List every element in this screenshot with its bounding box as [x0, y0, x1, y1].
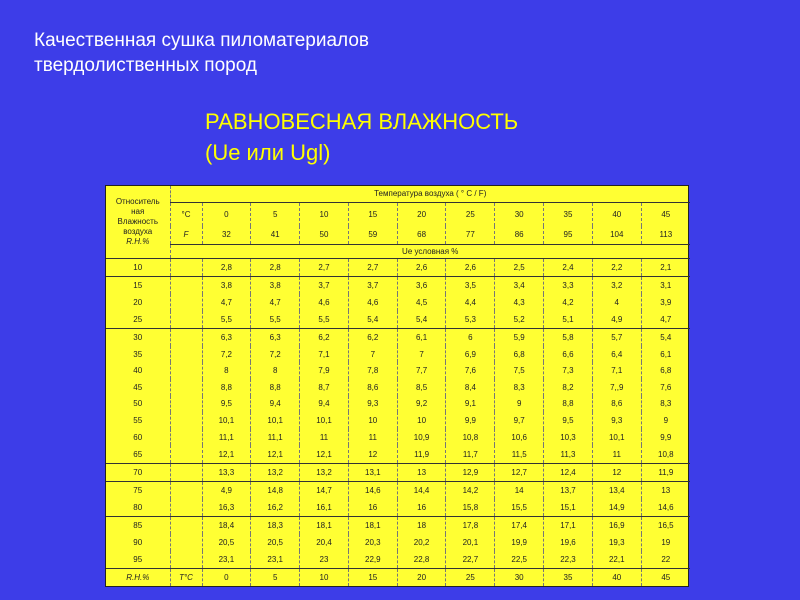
ue-value: 15,5 — [495, 499, 544, 517]
ue-value: 14,6 — [641, 499, 690, 517]
footer-temp-value: 25 — [446, 568, 495, 586]
ue-value: 12,9 — [446, 463, 495, 481]
fahrenheit-value: 32 — [202, 226, 251, 244]
footer-temp-value: 30 — [495, 568, 544, 586]
celsius-value: 30 — [495, 202, 544, 226]
spacer-cell — [170, 534, 202, 551]
fahrenheit-value: 68 — [397, 226, 446, 244]
celsius-value: 5 — [251, 202, 300, 226]
ue-value: 22,8 — [397, 551, 446, 569]
ue-value: 3,1 — [641, 276, 690, 294]
ue-value: 5,8 — [544, 328, 593, 346]
footer-temp-value: 10 — [300, 568, 349, 586]
ue-value: 5,5 — [202, 311, 251, 329]
ue-value: 4,5 — [397, 294, 446, 311]
table-row — [106, 294, 690, 311]
rh-value: 70 — [106, 463, 170, 481]
footer-temp-value: 35 — [544, 568, 593, 586]
ue-value: 3,3 — [544, 276, 593, 294]
ue-value: 12 — [592, 463, 641, 481]
spacer-cell — [170, 311, 202, 329]
ue-value: 8 — [202, 362, 251, 379]
footer-t-label: T°C — [170, 568, 202, 586]
ue-value: 18,3 — [251, 517, 300, 535]
rh-value: 90 — [133, 537, 143, 547]
ue-value: 3,9 — [641, 294, 690, 311]
ue-value: 11,9 — [397, 445, 446, 463]
ue-value: 10,9 — [397, 429, 446, 446]
ue-value: 23 — [300, 551, 349, 569]
ue-value: 7,9 — [300, 362, 349, 379]
table-row — [106, 379, 690, 396]
table-row — [106, 534, 690, 551]
ue-value: 8,8 — [544, 396, 593, 413]
ue-value: 11,1 — [202, 429, 251, 446]
spacer-cell — [170, 482, 202, 500]
ue-value: 22 — [641, 551, 690, 569]
ue-value: 5,2 — [495, 311, 544, 329]
table-row — [106, 517, 690, 535]
ue-value: 6,6 — [544, 346, 593, 363]
ue-value: 7,1 — [592, 362, 641, 379]
ue-value: 12,1 — [251, 445, 300, 463]
ue-value: 9,2 — [397, 396, 446, 413]
spacer-cell — [170, 379, 202, 396]
rh-value: 45 — [133, 382, 143, 392]
ue-value: 11,5 — [495, 445, 544, 463]
ue-value: 7,6 — [446, 362, 495, 379]
ue-value: 10 — [397, 412, 446, 429]
fahrenheit-value: 113 — [641, 226, 690, 244]
ue-value: 18,1 — [300, 517, 349, 535]
celsius-value: 40 — [592, 202, 641, 226]
rh-value: 55 — [133, 416, 143, 426]
fahrenheit-value: 104 — [592, 226, 641, 244]
ue-value: 18,4 — [202, 517, 251, 535]
ue-value: 9,9 — [446, 412, 495, 429]
ue-value: 11,7 — [446, 445, 495, 463]
ue-value: 5,7 — [592, 328, 641, 346]
ue-value: 5,4 — [641, 328, 690, 346]
ue-value: 19 — [641, 534, 690, 551]
ue-value: 7,7 — [397, 362, 446, 379]
footer-temp-value: 0 — [202, 568, 251, 586]
ue-value: 11 — [348, 429, 397, 446]
ue-value: 7,1 — [300, 346, 349, 363]
table-row — [106, 328, 690, 346]
spacer-cell — [170, 551, 202, 569]
rh-header-line: воздуха — [123, 226, 153, 236]
celsius-value: 10 — [300, 202, 349, 226]
ue-value: 4 — [592, 294, 641, 311]
ue-value: 15,8 — [446, 499, 495, 517]
ue-value: 3,5 — [446, 276, 495, 294]
ue-value: 9,1 — [446, 396, 495, 413]
ue-value: 2,7 — [348, 258, 397, 276]
title-line-1: РАВНОВЕСНАЯ ВЛАЖНОСТЬ — [205, 109, 519, 134]
ue-value: 2,6 — [446, 258, 495, 276]
rh-value: 95 — [133, 554, 143, 564]
ue-value: 9,7 — [495, 412, 544, 429]
rh-value: 35 — [133, 349, 143, 359]
ue-value: 10,1 — [300, 412, 349, 429]
ue-value: 4,2 — [544, 294, 593, 311]
ue-value: 18,1 — [348, 517, 397, 535]
table-row — [106, 499, 690, 517]
ue-value: 22,9 — [348, 551, 397, 569]
ue-value: 6,2 — [300, 328, 349, 346]
ue-value: 5,9 — [495, 328, 544, 346]
spacer-cell — [170, 346, 202, 363]
ue-value: 20,1 — [446, 534, 495, 551]
ue-value: 6,3 — [202, 328, 251, 346]
spacer-cell — [170, 412, 202, 429]
ue-value: 3,8 — [251, 276, 300, 294]
ue-value: 7,,9 — [592, 379, 641, 396]
ue-value: 2,8 — [251, 258, 300, 276]
fahrenheit-value: 59 — [348, 226, 397, 244]
footer-temp-value: 20 — [397, 568, 446, 586]
ue-value: 11 — [592, 445, 641, 463]
header-row-fahrenheit — [106, 226, 690, 244]
ue-value: 3,4 — [495, 276, 544, 294]
ue-value: 11,1 — [251, 429, 300, 446]
rh-header-cell — [106, 186, 170, 258]
ue-value: 11,9 — [641, 463, 690, 481]
footer-row — [106, 568, 690, 586]
ue-value: 4,3 — [495, 294, 544, 311]
table-row — [106, 346, 690, 363]
ue-value: 9,3 — [348, 396, 397, 413]
ue-value: 14,8 — [251, 482, 300, 500]
spacer-cell — [170, 294, 202, 311]
fahrenheit-value: 86 — [495, 226, 544, 244]
ue-value: 14 — [495, 482, 544, 500]
table-row — [106, 362, 690, 379]
ue-value: 3,2 — [592, 276, 641, 294]
ue-value: 14,9 — [592, 499, 641, 517]
ue-value: 20,5 — [251, 534, 300, 551]
ue-value: 2,4 — [544, 258, 593, 276]
celsius-label: °C — [170, 202, 202, 226]
ue-value: 9,5 — [202, 396, 251, 413]
ue-value: 4,7 — [251, 294, 300, 311]
ue-value: 4,6 — [300, 294, 349, 311]
rh-value: 75 — [106, 482, 170, 500]
ue-value: 17,1 — [544, 517, 593, 535]
fahrenheit-value: 50 — [300, 226, 349, 244]
ue-value: 6,9 — [446, 346, 495, 363]
equilibrium-moisture-table — [106, 186, 690, 586]
rh-value: 65 — [133, 449, 143, 459]
ue-value: 6,4 — [592, 346, 641, 363]
ue-value: 10,8 — [446, 429, 495, 446]
ue-value: 8,2 — [544, 379, 593, 396]
ue-value: 5,4 — [397, 311, 446, 329]
ue-value: 22,1 — [592, 551, 641, 569]
ue-value: 22,3 — [544, 551, 593, 569]
ue-value: 6,8 — [641, 362, 690, 379]
ue-value: 13 — [397, 463, 446, 481]
table-row — [106, 482, 690, 500]
spacer-cell — [170, 396, 202, 413]
fahrenheit-value: 95 — [544, 226, 593, 244]
ue-value: 10,3 — [544, 429, 593, 446]
ue-value: 2,7 — [300, 258, 349, 276]
celsius-value: 20 — [397, 202, 446, 226]
rh-header-line: ная — [131, 206, 145, 216]
ue-value: 10 — [348, 412, 397, 429]
table-row — [106, 311, 690, 329]
table-row — [106, 412, 690, 429]
rh-header-line: R.H.% — [126, 236, 150, 246]
ue-value: 19,9 — [495, 534, 544, 551]
table-row — [106, 445, 690, 463]
ue-value: 10,6 — [495, 429, 544, 446]
slide-title — [205, 106, 518, 168]
ue-value: 7,2 — [251, 346, 300, 363]
ue-value: 6,3 — [251, 328, 300, 346]
ue-value: 19,6 — [544, 534, 593, 551]
ue-value: 16 — [348, 499, 397, 517]
rh-value: 10 — [106, 258, 170, 276]
ue-value: 13,7 — [544, 482, 593, 500]
ue-value: 9,5 — [544, 412, 593, 429]
celsius-value: 0 — [202, 202, 251, 226]
ue-value: 10,1 — [592, 429, 641, 446]
ue-value: 14,7 — [300, 482, 349, 500]
rh-value: 15 — [106, 276, 170, 294]
ue-value: 23,1 — [251, 551, 300, 569]
ue-value: 10,1 — [202, 412, 251, 429]
ue-value: 6,1 — [641, 346, 690, 363]
temperature-header: Температура воздуха ( ° C / F) — [170, 186, 690, 202]
fahrenheit-value: 41 — [251, 226, 300, 244]
rh-value: 30 — [106, 328, 170, 346]
spacer-cell — [170, 362, 202, 379]
table-row — [106, 258, 690, 276]
ue-value: 9,9 — [641, 429, 690, 446]
fahrenheit-value: 77 — [446, 226, 495, 244]
rh-value: 50 — [133, 399, 143, 409]
ue-value: 13,1 — [348, 463, 397, 481]
rh-header-line: Относитель — [115, 196, 160, 206]
ue-value: 8 — [251, 362, 300, 379]
ue-value: 5,3 — [446, 311, 495, 329]
ue-value: 23,1 — [202, 551, 251, 569]
table-row — [106, 396, 690, 413]
ue-value: 9,4 — [251, 396, 300, 413]
ue-value: 8,6 — [592, 396, 641, 413]
ue-value: 12,4 — [544, 463, 593, 481]
ue-value: 8,8 — [251, 379, 300, 396]
spacer-cell — [170, 258, 202, 276]
footer-rh-label: R.H.% — [106, 568, 170, 586]
celsius-value: 15 — [348, 202, 397, 226]
ue-value: 6,8 — [495, 346, 544, 363]
ue-value: 5,4 — [348, 311, 397, 329]
ue-value: 13 — [641, 482, 690, 500]
ue-value: 6,2 — [348, 328, 397, 346]
slide-header — [34, 28, 369, 78]
table-row — [106, 551, 690, 569]
ue-value: 4,4 — [446, 294, 495, 311]
ue-value: 22,5 — [495, 551, 544, 569]
ue-value: 18 — [397, 517, 446, 535]
ue-value: 14,6 — [348, 482, 397, 500]
spacer-cell — [170, 463, 202, 481]
ue-value: 7,3 — [544, 362, 593, 379]
ue-value: 3,6 — [397, 276, 446, 294]
ue-value: 7,8 — [348, 362, 397, 379]
ue-value: 2,1 — [641, 258, 690, 276]
spacer-cell — [170, 499, 202, 517]
table-row — [106, 463, 690, 481]
ue-value: 3,7 — [348, 276, 397, 294]
ue-value: 20,4 — [300, 534, 349, 551]
ue-value: 7,5 — [495, 362, 544, 379]
footer-temp-value: 45 — [641, 568, 690, 586]
ue-value: 13,2 — [300, 463, 349, 481]
ue-value: 9 — [495, 396, 544, 413]
ue-value: 20,3 — [348, 534, 397, 551]
ue-value: 13,3 — [202, 463, 251, 481]
header-line-2: твердолиственных пород — [34, 55, 257, 76]
ue-value: 8,4 — [446, 379, 495, 396]
ue-value: 2,2 — [592, 258, 641, 276]
ue-value: 11 — [300, 429, 349, 446]
ue-value: 12,1 — [300, 445, 349, 463]
rh-value: 85 — [106, 517, 170, 535]
table-row — [106, 276, 690, 294]
celsius-value: 35 — [544, 202, 593, 226]
ue-value: 20,2 — [397, 534, 446, 551]
ue-value: 13,2 — [251, 463, 300, 481]
ue-value: 13,4 — [592, 482, 641, 500]
footer-temp-value: 40 — [592, 568, 641, 586]
rh-header-line: Влажность — [117, 216, 158, 226]
ue-value: 12,1 — [202, 445, 251, 463]
fahrenheit-label: F — [170, 226, 202, 244]
ue-value: 4,9 — [592, 311, 641, 329]
ue-value: 16,5 — [641, 517, 690, 535]
ue-value: 4,7 — [641, 311, 690, 329]
header-row-ue — [106, 244, 690, 258]
ue-value: 8,8 — [202, 379, 251, 396]
ue-value: 8,6 — [348, 379, 397, 396]
ue-value: 8,5 — [397, 379, 446, 396]
header-row-celsius — [106, 202, 690, 226]
ue-value: 10,8 — [641, 445, 690, 463]
ue-value: 9 — [641, 412, 690, 429]
ue-value: 16,1 — [300, 499, 349, 517]
ue-value: 5,5 — [300, 311, 349, 329]
footer-temp-value: 15 — [348, 568, 397, 586]
ue-value: 6 — [446, 328, 495, 346]
ue-value: 16 — [397, 499, 446, 517]
footer-temp-value: 5 — [251, 568, 300, 586]
spacer-cell — [170, 328, 202, 346]
ue-value: 22,7 — [446, 551, 495, 569]
ue-value: 2,5 — [495, 258, 544, 276]
rh-value: 25 — [133, 314, 143, 324]
ue-value: 5,1 — [544, 311, 593, 329]
celsius-value: 25 — [446, 202, 495, 226]
ue-value: 7 — [348, 346, 397, 363]
ue-value: 16,2 — [251, 499, 300, 517]
ue-value: 8,7 — [300, 379, 349, 396]
ue-value: 4,9 — [202, 482, 251, 500]
ue-value: 7,6 — [641, 379, 690, 396]
ue-value: 3,8 — [202, 276, 251, 294]
ue-value: 17,4 — [495, 517, 544, 535]
ue-value: 7 — [397, 346, 446, 363]
rh-value: 60 — [133, 432, 143, 442]
ue-value: 7,2 — [202, 346, 251, 363]
ue-value: 14,4 — [397, 482, 446, 500]
ue-value: 2,8 — [202, 258, 251, 276]
equilibrium-moisture-table-container — [105, 185, 689, 587]
ue-value: 8,3 — [641, 396, 690, 413]
ue-value: 9,4 — [300, 396, 349, 413]
header-row-temperature — [106, 186, 690, 202]
rh-value: 20 — [133, 297, 143, 307]
title-line-2: (Ue или Ugl) — [205, 140, 331, 165]
ue-value: 5,5 — [251, 311, 300, 329]
spacer-cell — [170, 445, 202, 463]
ue-value: 15,1 — [544, 499, 593, 517]
ue-value: 6,1 — [397, 328, 446, 346]
spacer-cell — [170, 517, 202, 535]
ue-value: 16,9 — [592, 517, 641, 535]
ue-value: 16,3 — [202, 499, 251, 517]
rh-value: 80 — [133, 503, 143, 513]
header-line-1: Качественная сушка пиломатериалов — [34, 30, 370, 51]
ue-value: 20,5 — [202, 534, 251, 551]
ue-value: 12 — [348, 445, 397, 463]
ue-value: 17,8 — [446, 517, 495, 535]
ue-value: 10,1 — [251, 412, 300, 429]
ue-value: 19,3 — [592, 534, 641, 551]
ue-value: 11,3 — [544, 445, 593, 463]
celsius-value: 45 — [641, 202, 690, 226]
table-row — [106, 429, 690, 446]
rh-value: 40 — [133, 366, 143, 376]
ue-value: 4,6 — [348, 294, 397, 311]
ue-label: Ue условная % — [170, 244, 690, 258]
ue-value: 8,3 — [495, 379, 544, 396]
ue-value: 14,2 — [446, 482, 495, 500]
ue-value: 2,6 — [397, 258, 446, 276]
spacer-cell — [170, 429, 202, 446]
ue-value: 9,3 — [592, 412, 641, 429]
ue-value: 12,7 — [495, 463, 544, 481]
spacer-cell — [170, 276, 202, 294]
ue-value: 4,7 — [202, 294, 251, 311]
ue-value: 3,7 — [300, 276, 349, 294]
